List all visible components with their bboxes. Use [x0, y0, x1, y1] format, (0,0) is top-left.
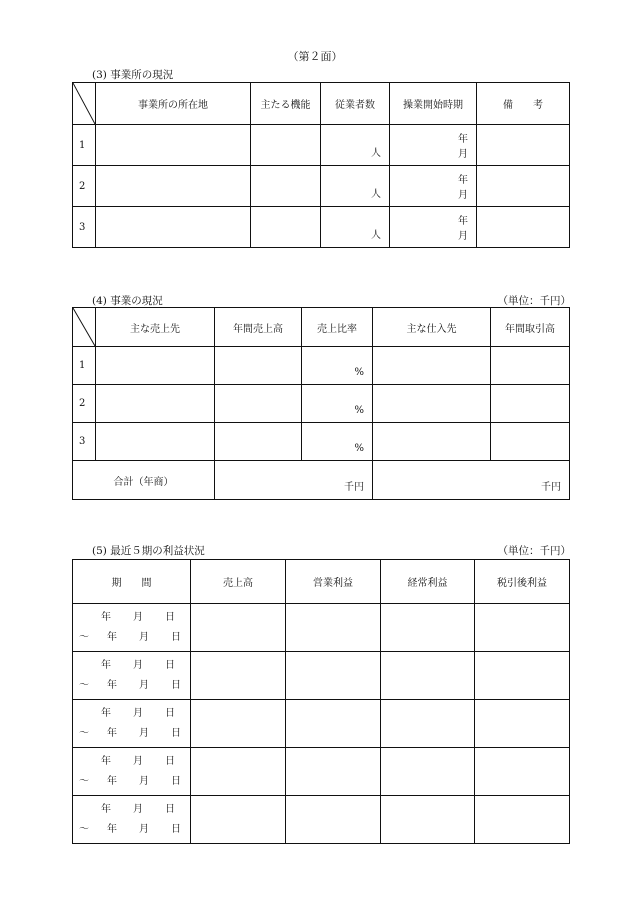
- unit-month: 月: [133, 707, 143, 719]
- customer-field[interactable]: [96, 423, 215, 461]
- start-date-field[interactable]: [390, 166, 477, 207]
- unit-day: 日: [171, 775, 181, 787]
- customer-field[interactable]: [96, 385, 215, 423]
- employees-field[interactable]: [321, 166, 390, 207]
- header-sales: 売上高: [191, 560, 286, 604]
- unit-year: 年: [107, 727, 117, 739]
- unit-year: 年: [101, 707, 111, 719]
- table-row: [73, 385, 570, 423]
- business-table: [72, 307, 570, 500]
- table-row: [73, 604, 570, 652]
- header-annual-purchase: 年間取引高: [491, 308, 570, 347]
- header-sales-ratio: 売上比率: [302, 308, 373, 347]
- total-purchase-field[interactable]: [373, 461, 570, 500]
- row-number: 3: [73, 423, 96, 461]
- unit-year: 年: [101, 803, 111, 815]
- annual-purchase-field[interactable]: [491, 347, 570, 385]
- row-number: 2: [73, 385, 96, 423]
- ordinary-profit-field[interactable]: [381, 604, 475, 652]
- period-field[interactable]: [73, 652, 191, 700]
- employees-field[interactable]: [321, 207, 390, 248]
- ordinary-profit-field[interactable]: [381, 748, 475, 796]
- period-field[interactable]: [73, 604, 191, 652]
- tilde-mark: ～: [79, 679, 89, 691]
- header-main-customer: 主な売上先: [96, 308, 215, 347]
- unit-day: 日: [171, 679, 181, 691]
- unit-year: 年: [458, 175, 468, 186]
- table-row: [73, 700, 570, 748]
- unit-year: 年: [101, 611, 111, 623]
- row-number: 3: [73, 207, 96, 248]
- annual-sales-field[interactable]: [215, 423, 302, 461]
- unit-month: 月: [133, 803, 143, 815]
- ordinary-profit-field[interactable]: [381, 700, 475, 748]
- period-field[interactable]: [73, 700, 191, 748]
- unit-year: 年: [458, 134, 468, 145]
- unit-month: 月: [139, 775, 149, 787]
- unit-people: 人: [371, 148, 381, 159]
- tilde-mark: ～: [79, 775, 89, 787]
- operating-profit-field[interactable]: [286, 700, 381, 748]
- unit-people: 人: [371, 189, 381, 200]
- tilde-mark: ～: [79, 727, 89, 739]
- header-ordinary-profit: 経常利益: [381, 560, 475, 604]
- remarks-field[interactable]: [477, 166, 570, 207]
- customer-field[interactable]: [96, 347, 215, 385]
- unit-percent: %: [354, 367, 364, 378]
- unit-month: 月: [133, 611, 143, 623]
- unit-thousand-yen: 千円: [541, 482, 561, 493]
- sales-field[interactable]: [191, 652, 286, 700]
- unit-day: 日: [165, 755, 175, 767]
- unit-month: 月: [133, 755, 143, 767]
- unit-month: 月: [139, 727, 149, 739]
- start-date-field[interactable]: [390, 207, 477, 248]
- unit-year: 年: [107, 631, 117, 643]
- function-field[interactable]: [251, 207, 321, 248]
- sales-field[interactable]: [191, 748, 286, 796]
- section5-title: (5) 最近５期の利益状況: [92, 545, 205, 557]
- net-profit-field[interactable]: [475, 796, 570, 844]
- unit-year: 年: [101, 659, 111, 671]
- unit-year: 年: [107, 679, 117, 691]
- sales-field[interactable]: [191, 604, 286, 652]
- net-profit-field[interactable]: [475, 652, 570, 700]
- sales-field[interactable]: [191, 796, 286, 844]
- net-profit-field[interactable]: [475, 700, 570, 748]
- sales-field[interactable]: [191, 700, 286, 748]
- header-remarks: 備 考: [477, 83, 570, 125]
- remarks-field[interactable]: [477, 207, 570, 248]
- header-main-supplier: 主な仕入先: [373, 308, 491, 347]
- remarks-field[interactable]: [477, 125, 570, 166]
- ordinary-profit-field[interactable]: [381, 796, 475, 844]
- table-row: [73, 423, 570, 461]
- profit-table: [72, 559, 570, 844]
- net-profit-field[interactable]: [475, 604, 570, 652]
- header-function: 主たる機能: [251, 83, 321, 125]
- unit-day: 日: [171, 727, 181, 739]
- unit-percent: %: [354, 443, 364, 454]
- operating-profit-field[interactable]: [286, 604, 381, 652]
- tilde-mark: ～: [79, 631, 89, 643]
- header-annual-sales: 年間売上高: [215, 308, 302, 347]
- unit-month: 月: [133, 659, 143, 671]
- section5-unit: （単位：千円）: [497, 545, 571, 557]
- table-row: [73, 166, 570, 207]
- supplier-field[interactable]: [373, 385, 491, 423]
- annual-sales-field[interactable]: [215, 385, 302, 423]
- unit-month: 月: [139, 631, 149, 643]
- unit-day: 日: [171, 631, 181, 643]
- section4-title: (4) 事業の現況: [92, 295, 163, 307]
- page-header: （第２面）: [287, 50, 343, 63]
- start-date-field[interactable]: [390, 125, 477, 166]
- unit-month: 月: [458, 190, 468, 201]
- function-field[interactable]: [251, 125, 321, 166]
- sales-ratio-field[interactable]: [302, 423, 373, 461]
- header-location: 事業所の所在地: [96, 83, 251, 125]
- unit-people: 人: [371, 230, 381, 241]
- header-net-profit: 税引後利益: [475, 560, 570, 604]
- table-row: [73, 125, 570, 166]
- table-row: [73, 748, 570, 796]
- facilities-table: [72, 82, 570, 248]
- total-sales-field[interactable]: [215, 461, 373, 500]
- supplier-field[interactable]: [373, 423, 491, 461]
- section3-title: (3) 事業所の現況: [92, 69, 174, 81]
- header-start-date: 操業開始時期: [390, 83, 477, 125]
- period-field[interactable]: [73, 796, 191, 844]
- unit-percent: %: [354, 405, 364, 416]
- total-row: [73, 461, 570, 500]
- net-profit-field[interactable]: [475, 748, 570, 796]
- unit-day: 日: [165, 659, 175, 671]
- unit-year: 年: [107, 775, 117, 787]
- unit-month: 月: [139, 679, 149, 691]
- unit-day: 日: [165, 707, 175, 719]
- table-row: [73, 796, 570, 844]
- location-field[interactable]: [96, 166, 251, 207]
- unit-day: 日: [165, 803, 175, 815]
- header-period: 期 間: [73, 560, 191, 604]
- annual-purchase-field[interactable]: [491, 423, 570, 461]
- diagonal-header-cell: [73, 308, 96, 347]
- unit-day: 日: [171, 823, 181, 835]
- section4-unit: （単位：千円）: [497, 295, 571, 307]
- row-number: 2: [73, 166, 96, 207]
- annual-purchase-field[interactable]: [491, 385, 570, 423]
- sales-ratio-field[interactable]: [302, 385, 373, 423]
- function-field[interactable]: [251, 166, 321, 207]
- unit-year: 年: [107, 823, 117, 835]
- diagonal-header-cell: [73, 83, 96, 125]
- tilde-mark: ～: [79, 823, 89, 835]
- period-field[interactable]: [73, 748, 191, 796]
- location-field[interactable]: [96, 125, 251, 166]
- unit-year: 年: [458, 216, 468, 227]
- operating-profit-field[interactable]: [286, 796, 381, 844]
- operating-profit-field[interactable]: [286, 652, 381, 700]
- operating-profit-field[interactable]: [286, 748, 381, 796]
- row-number: 1: [73, 347, 96, 385]
- table-row: [73, 207, 570, 248]
- unit-month: 月: [139, 823, 149, 835]
- unit-thousand-yen: 千円: [344, 482, 364, 493]
- unit-year: 年: [101, 755, 111, 767]
- header-operating-profit: 営業利益: [286, 560, 381, 604]
- employees-field[interactable]: [321, 125, 390, 166]
- unit-month: 月: [458, 231, 468, 242]
- ordinary-profit-field[interactable]: [381, 652, 475, 700]
- table-row: [73, 652, 570, 700]
- total-label: 合計（年商）: [73, 461, 215, 500]
- location-field[interactable]: [96, 207, 251, 248]
- unit-day: 日: [165, 611, 175, 623]
- table-row: [73, 347, 570, 385]
- supplier-field[interactable]: [373, 347, 491, 385]
- annual-sales-field[interactable]: [215, 347, 302, 385]
- row-number: 1: [73, 125, 96, 166]
- sales-ratio-field[interactable]: [302, 347, 373, 385]
- header-employees: 従業者数: [321, 83, 390, 125]
- unit-month: 月: [458, 149, 468, 160]
